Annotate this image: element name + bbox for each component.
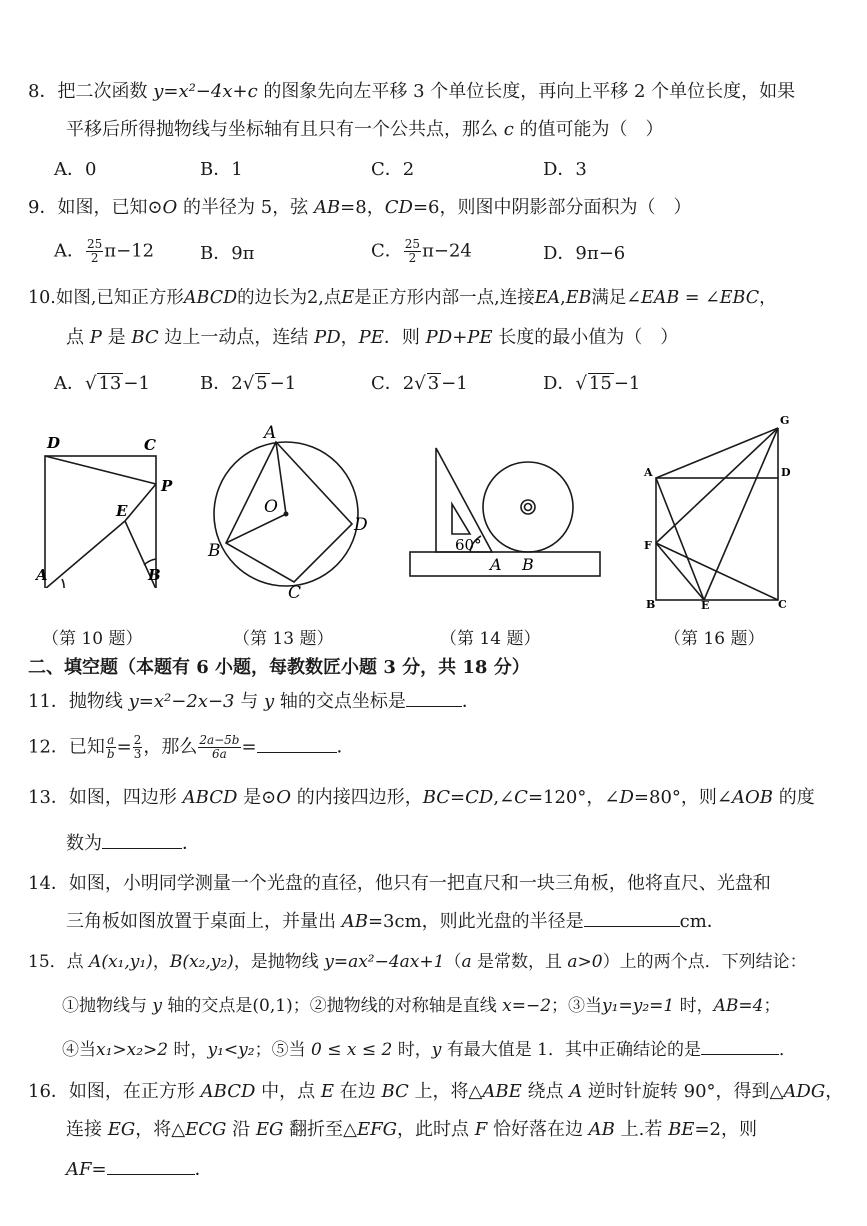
q8-option-c: C．2 — [371, 159, 415, 180]
q10-line2: 点 P 是 BC 边上一动点，连结 PD，PE．则 PD+PE 长度的最小值为（ ） — [66, 327, 679, 348]
section2-title: 二、填空题（本题有 6 小题，每教数匠小题 3 分，共 18 分） — [28, 657, 530, 678]
q12-answer-blank[interactable] — [257, 752, 337, 753]
q8-line1: 8．把二次函数 y=x²−4x+c 的图象先向左平移 3 个单位长度，再向上平移 2 个单位长度，如果 — [28, 81, 796, 102]
fig16-label-f: F — [644, 539, 652, 552]
q10-option-a: A．√ 13 −1 — [54, 373, 150, 394]
q16-line1: 16．如图，在正方形 ABCD 中，点 E 在边 BC 上，将△ABE 绕点 A 逆时针旋转 90°，得到△ADG， — [28, 1081, 844, 1102]
fig13-label-c: C — [288, 583, 302, 602]
q10-line1: 10.如图,已知正方形ABCD的边长为2,点E是正方形内部一点,连接EA,EB满足∠EAB = ∠EBC， — [28, 288, 777, 308]
q13-answer-blank[interactable] — [102, 848, 182, 849]
fig10-label-d: D — [47, 434, 61, 452]
q14-answer-blank[interactable] — [584, 926, 680, 927]
figure-16 — [640, 410, 800, 610]
fig16-label-b: B — [646, 598, 656, 610]
fig14-label-angle: 60° — [455, 536, 482, 554]
q14-line1: 14．如图，小明同学测量一个光盘的直径，他只有一把直尺和一块三角板，他将直尺、光盘和 — [28, 873, 771, 894]
fig10-label-b: B — [148, 566, 161, 584]
fig16-label-g: G — [780, 414, 790, 427]
q10-option-b: B．2√ 5 −1 — [200, 373, 297, 394]
fig10-label-a: A — [36, 566, 48, 584]
fig10-caption: （第 10 题） — [42, 629, 143, 649]
q15-line2: ①抛物线与 y 轴的交点是(0,1)；②抛物线的对称轴是直线 x=−2；③当y₁=y₂=1 时，AB=4； — [62, 996, 781, 1016]
q9-option-b: B．9π — [200, 243, 255, 264]
figure-14 — [400, 436, 610, 584]
q16-answer-blank[interactable] — [107, 1174, 195, 1175]
fig14-label-a: A — [490, 555, 502, 574]
q9-stem: 9．如图，已知⊙O 的半径为 5，弦 AB=8，CD=6，则图中阴影部分面积为（ ） — [28, 197, 692, 218]
q11-line: 11．抛物线 y=x²−2x−3 与 y 轴的交点坐标是 ． — [28, 691, 480, 712]
fig16-label-a: A — [644, 466, 653, 479]
q8-option-b: B．1 — [200, 159, 243, 180]
q12-line: 12．已知 $\frac{a}{b}$ = $\frac{2}{3}$ ，那么 $\frac{2a-5b}{6a}$ = ． — [28, 733, 355, 761]
fig10-label-c: C — [144, 436, 156, 454]
fig16-label-d: D — [781, 466, 791, 479]
figure-10 — [30, 428, 190, 588]
q16-line3: AF= ． — [66, 1159, 213, 1180]
fig16-label-e: E — [701, 599, 710, 610]
fig13-label-b: B — [208, 541, 221, 561]
q15-line1: 15．点 A(x₁,y₁)，B(x₂,y₂)，是抛物线 y=ax²−4ax+1（a 是常数，且 a>0）上的两个点．下列结论： — [28, 952, 807, 972]
q8-line2: 平移后所得抛物线与坐标轴有且只有一个公共点，那么 c 的值可能为（ ） — [66, 119, 664, 140]
fig13-label-o: O — [264, 497, 278, 517]
q16-line2: 连接 EG，将△ECG 沿 EG 翻折至△EFG，此时点 F 恰好落在边 AB 上.若 BE=2，则 — [66, 1119, 757, 1140]
fig16-label-c: C — [778, 598, 787, 610]
q13-line1: 13．如图，四边形 ABCD 是⊙O 的内接四边形，BC=CD,∠C=120°，∠D=80°，则∠AOB 的度 — [28, 787, 815, 808]
q9-option-a: A． $\frac{25}{2}$ π−12 — [54, 237, 155, 265]
q11-answer-blank[interactable] — [406, 706, 462, 707]
fig14-caption: （第 14 题） — [440, 629, 541, 649]
fig16-caption: （第 16 题） — [664, 629, 765, 649]
q9-option-c: C． $\frac{25}{2}$ π−24 — [371, 237, 472, 265]
q14-line2: 三角板如图放置于桌面上，并量出 AB=3cm，则此光盘的半径是 cm． — [66, 911, 725, 932]
fig13-label-d: D — [354, 515, 368, 535]
q9-option-d: D．9π−6 — [543, 243, 626, 264]
fig10-label-e: E — [116, 502, 128, 520]
figure-13 — [200, 422, 380, 602]
q10-option-c: C．2√ 3 −1 — [371, 373, 468, 394]
q13-line2: 数为 ． — [66, 833, 200, 854]
q8-option-a: A．0 — [54, 159, 97, 180]
q15-line3: ④当x₁>x₂>2 时，y₁<y₂；⑤当 0 ≤ x ≤ 2 时，y 有最大值是 1．其中正确结论的是 ． — [62, 1040, 796, 1060]
fig14-label-b: B — [522, 555, 534, 574]
fig13-caption: （第 13 题） — [233, 629, 334, 649]
q15-answer-blank[interactable] — [701, 1054, 779, 1055]
fig13-label-a: A — [264, 423, 277, 443]
q8-option-d: D．3 — [543, 159, 587, 180]
q10-option-d: D．√ 15 −1 — [543, 373, 641, 394]
fig10-label-p: P — [161, 477, 173, 495]
